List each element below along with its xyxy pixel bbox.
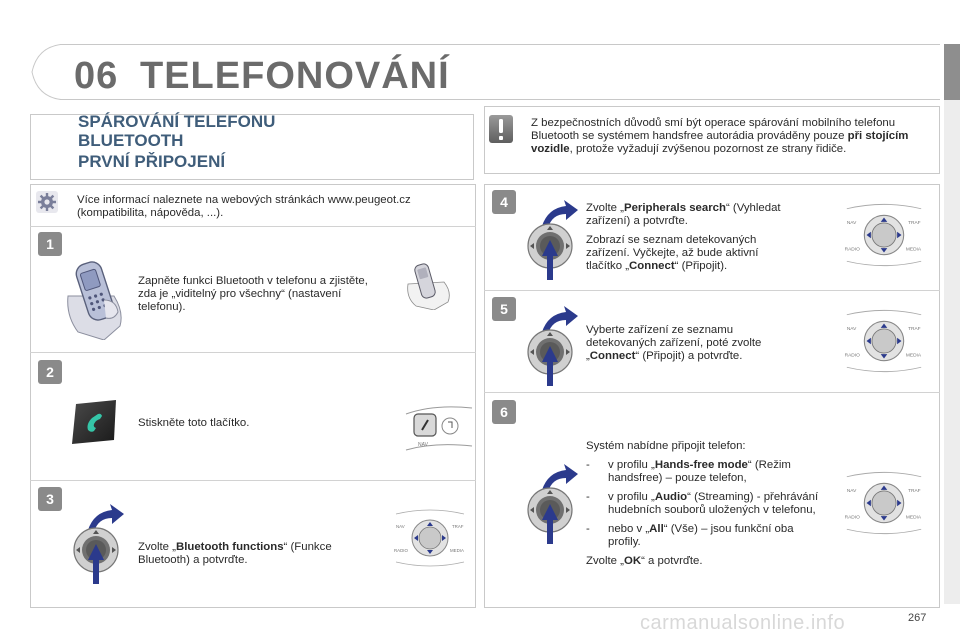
control-traf-label: TRAF (908, 221, 921, 227)
divider (30, 480, 476, 481)
control-nav-label: NAV (846, 327, 857, 333)
list-dash: - (586, 491, 590, 503)
step-3-text-start: Zvolte „ (138, 541, 176, 553)
control-radio-label: RADIO (844, 247, 860, 253)
profile-option (586, 523, 826, 549)
profile-option-end: “ (Vše) – jsou funkční oba profily. (608, 523, 794, 548)
step-3-menu-name: Bluetooth functions (175, 541, 284, 553)
page-number: 267 (908, 612, 927, 624)
step-6-outro-start: Zvolte „ (586, 555, 624, 567)
section-title (78, 112, 378, 150)
step-3-text-end: “ (Funkce Bluetooth) a potvrďte. (138, 541, 332, 566)
warning-text (531, 117, 926, 156)
step-6-number: 6 (500, 404, 508, 420)
section-title-line2: BLUETOOTH (78, 131, 184, 150)
step-4-paragraph-2 (586, 234, 796, 273)
rotary-knob-push-icon (518, 196, 582, 280)
info-gear-icon (36, 191, 58, 213)
rotary-knob-push-icon (518, 302, 582, 386)
section-title-line1: SPÁROVÁNÍ TELEFONU (78, 112, 276, 131)
phone-in-hand-illustration (64, 256, 126, 340)
step-4-number: 4 (500, 194, 508, 210)
dashboard-button-illustration (404, 404, 474, 454)
profile-option (586, 459, 826, 485)
control-nav-label: NAV (396, 524, 405, 529)
rotary-knob-push-icon (64, 500, 128, 584)
control-traf-label: TRAF (452, 524, 464, 529)
step-5-text-start: Vyberte zařízení ze seznamu detekovaných zařízení, poté zvolte „ (586, 324, 762, 362)
control-media-label: MEDIA (905, 247, 922, 253)
control-radio-label: RADIO (844, 515, 860, 521)
profile-option-name: Hands-free mode (654, 459, 748, 471)
info-text: Více informací naleznete na webových stránkách www.peugeot.cz (kompatibilita, nápověda, ...). (77, 194, 411, 219)
step-2-badge (38, 360, 62, 384)
step-1-text: Zapněte funkci Bluetooth v telefonu a zjistěte, zda je „viditelný pro všechny“ (nastavení telefonu). (138, 275, 368, 313)
step-4-p2-end: “ (Připojit). (674, 260, 728, 272)
control-traf-label: TRAF (908, 489, 921, 495)
profile-option-start: v profilu „ (608, 491, 655, 503)
step-5-badge (492, 297, 516, 321)
step-5-number: 5 (500, 301, 508, 317)
warning-icon (488, 114, 514, 144)
control-radio-label: RADIO (844, 353, 860, 359)
divider (484, 290, 940, 291)
step-6-badge (492, 400, 516, 424)
step-4-p1-end: “ (Vyhledat zařízení) a potvrďte. (586, 202, 781, 227)
control-traf-label: TRAF (908, 327, 921, 333)
step-1-number: 1 (46, 236, 54, 252)
rotary-knob-push-icon (518, 460, 582, 544)
step-3-text (138, 541, 358, 567)
profile-option-name: All (649, 523, 664, 535)
control-nav-label: NAV (846, 489, 857, 495)
page-edge-marker (944, 44, 960, 100)
step-6-ok-name: OK (623, 555, 642, 567)
step-6-outro-end: “ a potvrďte. (641, 555, 703, 567)
step-5-button-name: Connect (589, 350, 636, 362)
step-6-intro: Systém nabídne připojit telefon: (586, 440, 746, 452)
control-panel-illustration (842, 306, 926, 376)
step-2-text: Stiskněte toto tlačítko. (138, 417, 250, 429)
profile-option-start: nebo v „ (608, 523, 650, 535)
control-media-label: MEDIA (905, 353, 922, 359)
step-4-badge (492, 190, 516, 214)
control-media-label: MEDIA (450, 548, 464, 553)
chapter-number: 06 (74, 55, 119, 97)
control-nav-label: NAV (846, 221, 857, 227)
control-panel-illustration (842, 200, 926, 270)
phone-in-hand-small-illustration (404, 262, 456, 310)
step-3-number: 3 (46, 491, 54, 507)
step-4-text (586, 202, 796, 279)
list-dash: - (586, 523, 590, 535)
profile-option-start: v profilu „ (608, 459, 655, 471)
divider (30, 352, 476, 353)
control-panel-illustration (842, 468, 926, 538)
warning-text-start: Z bezpečnostních důvodů smí být operace spárování mobilního telefonu Bluetooth se systémem handsfree autorádia prováděny pouze (531, 117, 896, 142)
profile-option (586, 491, 826, 517)
section-subtitle: PRVNÍ PŘIPOJENÍ (78, 152, 226, 171)
warning-text-end: , protože vyžadují zvýšenou pozornost ze strany řidiče. (569, 143, 847, 155)
divider (484, 392, 940, 393)
page-edge-strip (944, 44, 960, 604)
step-6-outro (586, 555, 826, 568)
step-5-text-end: “ (Připojit) a potvrďte. (635, 350, 743, 362)
watermark: carmanualsonline.info (640, 612, 846, 634)
control-media-label: MEDIA (905, 515, 922, 521)
profile-option-name: Audio (654, 491, 688, 503)
dashboard-nav-label: NAV (418, 442, 428, 448)
warning-text-bold: při stojícím vozidle (531, 130, 909, 155)
step-1-badge (38, 232, 62, 256)
step-4-button-name: Connect (629, 260, 675, 272)
header-decoration (30, 44, 70, 100)
step-3-badge (38, 487, 62, 511)
step-4-paragraph-1 (586, 202, 796, 228)
control-panel-illustration (392, 506, 468, 570)
step-4-p1-start: Zvolte „ (586, 202, 624, 214)
step-6-text (586, 440, 826, 574)
list-dash: - (586, 459, 590, 471)
divider (30, 226, 476, 227)
phone-button-icon (70, 400, 120, 444)
step-4-p2-start: Zobrazí se seznam detekovaných zařízení. Vyčkejte, až bude aktivní tlačítko „ (586, 234, 759, 272)
step-2-number: 2 (46, 364, 54, 380)
step-5-text (586, 324, 796, 363)
profile-option-end: “ (Streaming) - přehrávání hudebních souborů uložených v telefonu, (608, 491, 819, 516)
step-4-menu-name: Peripherals search (623, 202, 726, 214)
control-radio-label: RADIO (394, 548, 408, 553)
chapter-title: TELEFONOVÁNÍ (140, 55, 450, 97)
profile-option-end: “ (Režim handsfree) – pouze telefon, (608, 459, 791, 484)
